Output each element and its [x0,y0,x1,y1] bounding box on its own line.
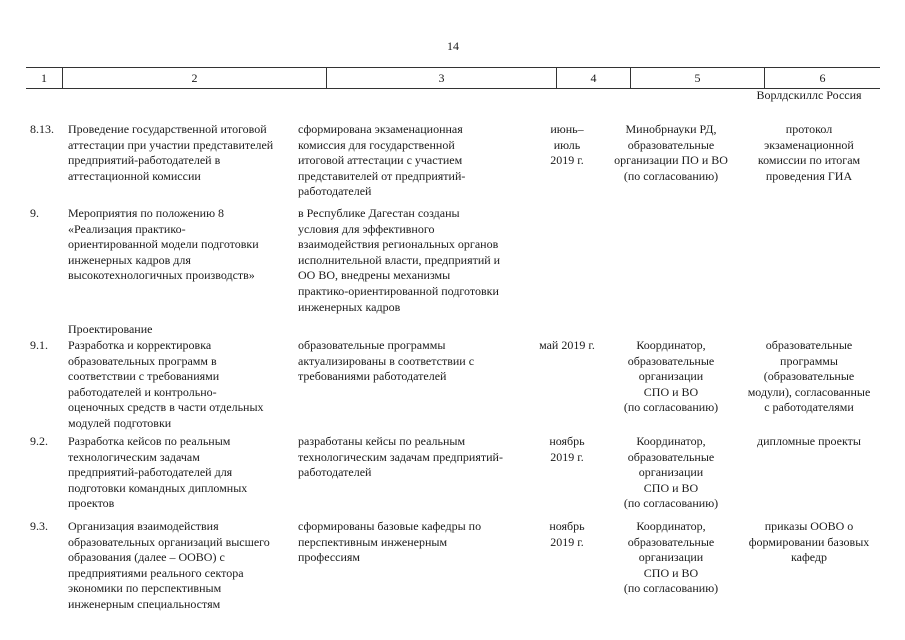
result-text-line: сформированы базовые кафедры по [298,519,482,533]
row-4-document-cell [738,338,880,416]
result-text-line: образовательные программы [298,338,446,352]
responsible-text-line: организации [638,550,704,565]
responsible-text-line: (по согласованию) [623,581,719,596]
responsible-text-line: (по согласованию) [623,496,719,511]
activity-text-line: инженерным специальностям [68,596,221,611]
term-text-line: май 2019 г. [539,338,595,352]
row-4-result-cell [298,338,526,385]
document-text-line: программы [780,353,838,368]
document-text-line: образовательные [765,338,853,352]
activity-text-line: Разработка и корректировка [68,338,212,352]
document-text-line: дипломные проекты [757,434,861,448]
term-text-line: 2019 г. [550,449,584,464]
row-2-num-cell [30,206,66,222]
row-number: 9.1. [30,338,48,352]
result-text-line: разработаны кейсы по реальным [298,434,466,448]
document-text-line: формировании базовых [748,534,870,549]
term-text-line: июнь– [550,122,584,136]
result-text-line: комиссия для государственной [298,137,455,152]
result-text-line: практико-ориентированной подготовки [298,283,499,298]
activity-text-line: образовательных программ в [68,353,217,368]
row-6-term-cell [530,519,604,550]
result-text-line: актуализированы в соответствии с [298,353,475,368]
activity-text-line: ориентированной модели подготовки [68,237,259,252]
activity-text-line: образовательных организаций высшего [68,534,270,549]
header-cell-1: 1 [41,71,47,85]
term-text-line: 2019 г. [550,153,584,168]
responsible-text-line: Координатор, [636,434,706,448]
header-cell-2: 2 [62,68,326,88]
document-text-line: кафедр [790,550,828,565]
row-5-document-cell [738,434,880,450]
row-5-activity-cell [68,434,296,512]
responsible-text-line: организации [638,369,704,384]
activity-text-line: Проведение государственной итоговой [68,122,267,136]
row-6-responsible-cell [604,519,738,597]
responsible-text-line: (по согласованию) [623,400,719,415]
responsible-text-line: образовательные [627,353,715,368]
row-6-document-cell [738,519,880,566]
row-5-result-cell [298,434,526,481]
responsible-text-line: Минобрнауки РД, [625,122,717,136]
activity-text-line: оценочных средств в части отдельных [68,400,264,415]
term-text-line: ноябрь [549,434,585,448]
continuation-note: Ворлдскиллс Россия [756,88,862,102]
document-text-line: с работодателями [764,400,854,415]
responsible-text-line: СПО и ВО [643,480,699,495]
document-text-line: проведения ГИА [765,168,853,183]
header-cell-5: 5 [630,68,764,88]
result-text-line: перспективным инженерным [298,534,448,549]
activity-text-line: работодателей и контрольно- [68,384,217,399]
row-4-responsible-cell [604,338,738,416]
responsible-text-line: образовательные [627,137,715,152]
activity-text-line: проектов [68,496,115,511]
result-text-line: исполнительной власти, предприятий и [298,252,501,267]
row-1-responsible-cell [604,122,738,184]
responsible-text-line: Координатор, [636,338,706,352]
result-text-line: профессиям [298,550,361,565]
responsible-text-line: образовательные [627,534,715,549]
row-number: 8.13. [30,122,54,136]
responsible-text-line: СПО и ВО [643,565,699,580]
header-cell-4: 4 [556,68,630,88]
activity-text-line: предприятиями реального сектора [68,565,244,580]
term-text-line: ноябрь [549,519,585,533]
row-1-term-cell [530,122,604,169]
row-6-activity-cell [68,519,296,613]
activity-text-line: экономики по перспективным [68,581,222,596]
activity-text-line: аттестационной комиссии [68,168,201,183]
row-1-num-cell [30,122,66,138]
table-header-row [26,67,880,89]
activity-text-line: Разработка кейсов по реальным [68,434,231,448]
activity-text-line: технологическим задачам [68,449,200,464]
document-text-line: комиссии по итогам [757,153,861,168]
activity-text-line: соответствии с требованиями [68,369,220,384]
header-cell-3: 3 [326,68,556,88]
row-2-result-cell [298,206,526,315]
document-text-line: приказы ООВО о [764,519,854,533]
result-text-line: работодателей [298,184,372,199]
activity-text-line: модулей подготовки [68,415,172,430]
result-text-line: представителей от предприятий- [298,168,466,183]
responsible-text-line: (по согласованию) [623,168,719,183]
result-text-line: инженерных кадров [298,299,401,314]
result-text-line: итоговой аттестации с участием [298,153,463,168]
responsible-text-line: организации [638,465,704,480]
term-text-line: июль [553,137,581,152]
responsible-text-line: Координатор, [636,519,706,533]
activity-text-line: образования (далее – ООВО) с [68,550,225,565]
result-text-line: ОО ВО, внедрены механизмы [298,268,451,283]
activity-text-line: инженерных кадров для [68,252,191,267]
result-text-line: взаимодействия региональных органов [298,237,499,252]
row-number: 9.3. [30,519,48,533]
row-1-result-cell [298,122,526,200]
document-text-line: протокол [785,122,833,136]
row-number: 9. [30,206,39,220]
responsible-text-line: организации ПО и ВО [614,153,728,168]
activity-text-line: аттестации при участии представителей [68,137,274,152]
row-6-num-cell [30,519,66,535]
row-4-num-cell [30,338,66,354]
row-number: 9.2. [30,434,48,448]
responsible-text-line: СПО и ВО [643,384,699,399]
result-text-line: требованиями работодателей [298,369,447,384]
row-1-activity-cell [68,122,296,184]
row-5-responsible-cell [604,434,738,512]
document-text-line: (образовательные [763,369,855,384]
row-4-term-cell [530,338,604,354]
responsible-text-line: образовательные [627,449,715,464]
row-6-result-cell [298,519,526,566]
activity-text-line: высокотехнологичных производств» [68,268,255,283]
row-2-activity-cell [68,206,296,284]
result-text-line: технологическим задачам предприятий- [298,449,503,464]
term-text-line: 2019 г. [550,534,584,549]
activity-text-line: подготовки командных дипломных [68,480,248,495]
row-4-activity-cell [68,338,296,432]
row-5-num-cell [30,434,66,450]
result-text-line: работодателей [298,465,372,480]
row-5-term-cell [530,434,604,465]
activity-text-line: «Реализация практико- [68,221,186,236]
activity-text-line: Проектирование [68,322,153,336]
result-text-line: в Республике Дагестан созданы [298,206,460,220]
activity-text-line: Организация взаимодействия [68,519,219,533]
activity-text-line: предприятий-работодателей в [68,153,221,168]
document-text-line: экзаменационной [764,137,854,152]
result-text-line: сформирована экзаменационная [298,122,463,136]
activity-text-line: Мероприятия по положению 8 [68,206,225,220]
result-text-line: условия для эффективного [298,221,435,236]
document-text-line: модули), согласованные [747,384,871,399]
row-1-document-cell [738,122,880,184]
header-cell-6: 6 [764,68,880,88]
page-number: 14 [447,39,459,53]
row-3-activity-cell [68,322,296,338]
activity-text-line: предприятий-работодателей для [68,465,233,480]
